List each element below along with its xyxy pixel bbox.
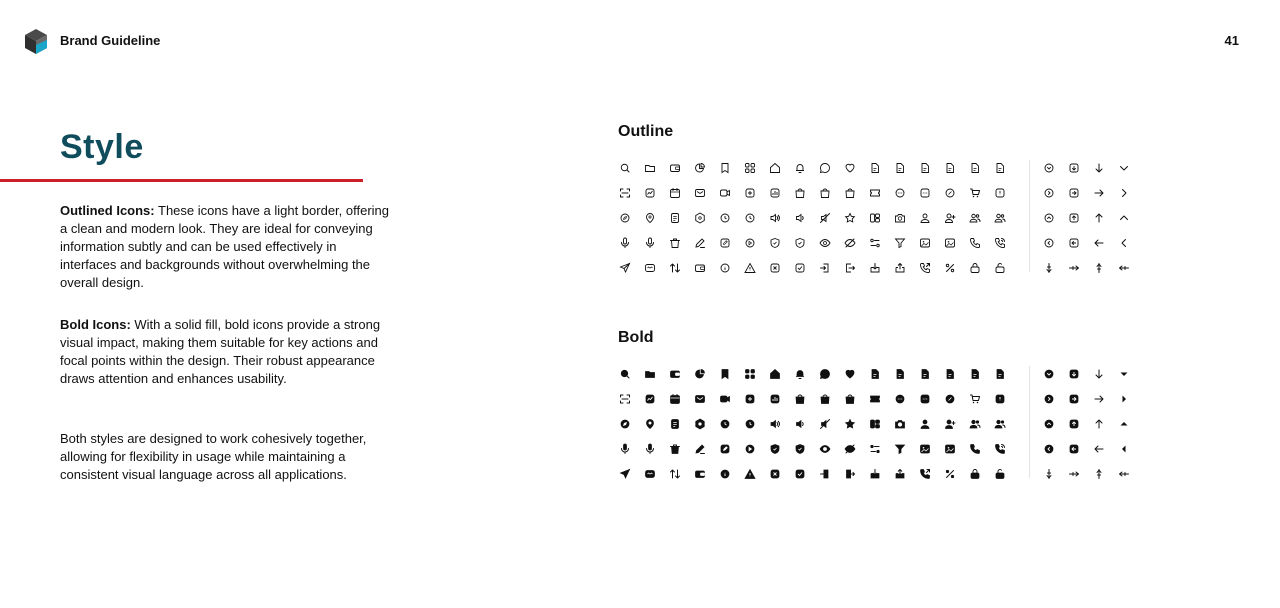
chevron-up-icon	[1111, 411, 1136, 436]
user-icon	[912, 205, 937, 230]
column-gap	[1012, 436, 1036, 461]
arrow-right-icon	[1086, 386, 1111, 411]
volume-up-icon	[762, 205, 787, 230]
outline-heading: Outline	[618, 123, 674, 140]
phone-call-icon	[987, 230, 1012, 255]
circle-chevron-left-icon	[1036, 230, 1061, 255]
download-icon	[862, 255, 887, 280]
upload-icon	[887, 255, 912, 280]
icon-row	[612, 255, 1136, 280]
divider	[1029, 366, 1030, 478]
home-icon	[762, 155, 787, 180]
volume-down-icon	[787, 205, 812, 230]
document-icon	[862, 361, 887, 386]
more-square-icon	[912, 180, 937, 205]
users-icon	[987, 205, 1012, 230]
document-icon	[887, 155, 912, 180]
wallet-icon	[662, 361, 687, 386]
grid-icon	[737, 361, 762, 386]
column-gap	[1012, 255, 1036, 280]
close-square-icon	[762, 255, 787, 280]
discount-icon	[937, 180, 962, 205]
chevron-left-icon	[1111, 230, 1136, 255]
document-icon	[937, 361, 962, 386]
ticket-icon	[862, 386, 887, 411]
filter-icon	[862, 436, 887, 461]
icon-row	[612, 361, 1136, 386]
alert-square-icon	[987, 180, 1012, 205]
ticket-icon	[862, 180, 887, 205]
discount-icon	[937, 386, 962, 411]
users-icon	[962, 205, 987, 230]
add-square-icon	[737, 386, 762, 411]
download-icon	[862, 461, 887, 486]
wallet-icon	[687, 255, 712, 280]
heart-icon	[837, 361, 862, 386]
video-icon	[712, 386, 737, 411]
calendar-icon	[662, 180, 687, 205]
add-user-icon	[937, 205, 962, 230]
chevron-left-icon	[1111, 436, 1136, 461]
chevron-up-icon	[1111, 205, 1136, 230]
scan-icon	[612, 386, 637, 411]
mail-icon	[687, 386, 712, 411]
mail-icon	[687, 180, 712, 205]
chat-icon	[812, 155, 837, 180]
outline-icon-grid	[612, 155, 1136, 280]
bag-icon	[837, 180, 862, 205]
paragraph-text: Both styles are designed to work cohesively together, allowing for flexibility in usage while maintaining a consistent visual language across all applications.	[60, 431, 367, 482]
image-icon	[937, 436, 962, 461]
home-icon	[762, 361, 787, 386]
bookmark-icon	[712, 361, 737, 386]
brand-title: Brand Guideline	[60, 33, 161, 48]
warning-icon	[737, 461, 762, 486]
funnel-icon	[887, 436, 912, 461]
microphone-icon	[612, 436, 637, 461]
column-gap	[1012, 180, 1036, 205]
phone-call-icon	[987, 436, 1012, 461]
edit-icon	[687, 436, 712, 461]
shield-icon	[787, 230, 812, 255]
wallet-icon	[687, 461, 712, 486]
document-icon	[912, 361, 937, 386]
arrow-down-small-icon	[1036, 255, 1061, 280]
icon-row	[612, 230, 1136, 255]
arrow-down-icon	[1086, 361, 1111, 386]
edit-square-icon	[712, 436, 737, 461]
paragraph-lead: Bold Icons:	[60, 317, 131, 332]
square-arrow-down-icon	[1061, 155, 1086, 180]
users-icon	[987, 411, 1012, 436]
document-icon	[937, 155, 962, 180]
tick-square-icon	[787, 461, 812, 486]
unlock-icon	[987, 255, 1012, 280]
lock-icon	[962, 461, 987, 486]
send-icon	[612, 255, 637, 280]
bold-icon-grid	[612, 361, 1136, 486]
square-arrow-up-icon	[1061, 411, 1086, 436]
list-icon	[662, 205, 687, 230]
page-title: Style	[60, 128, 144, 166]
edit-square-icon	[712, 230, 737, 255]
circle-chevron-up-icon	[1036, 205, 1061, 230]
star-icon	[837, 411, 862, 436]
clock-icon	[737, 411, 762, 436]
document-icon	[987, 155, 1012, 180]
swap-icon	[662, 461, 687, 486]
chevron-down-icon	[1111, 361, 1136, 386]
arrow-right-small-icon	[1061, 461, 1086, 486]
column-gap	[1012, 361, 1036, 386]
column-gap	[1012, 230, 1036, 255]
upload-icon	[887, 461, 912, 486]
arrow-left-icon	[1086, 230, 1111, 255]
chat-icon	[812, 361, 837, 386]
cart-icon	[962, 180, 987, 205]
document-icon	[912, 155, 937, 180]
chevron-right-icon	[1111, 180, 1136, 205]
divider	[1029, 160, 1030, 272]
info-circle-icon	[712, 255, 737, 280]
heart-icon	[837, 155, 862, 180]
calendar-icon	[662, 386, 687, 411]
shield-icon	[762, 230, 787, 255]
location-icon	[637, 205, 662, 230]
square-arrow-left-icon	[1061, 436, 1086, 461]
both-styles-paragraph	[60, 430, 390, 484]
microphone-icon	[612, 230, 637, 255]
add-user-icon	[937, 411, 962, 436]
swap-icon	[662, 255, 687, 280]
unlock-icon	[987, 461, 1012, 486]
document-icon	[962, 361, 987, 386]
icon-row	[612, 205, 1136, 230]
arrow-left-small-icon	[1111, 255, 1136, 280]
arrow-down-icon	[1086, 155, 1111, 180]
search-icon	[612, 361, 637, 386]
bold-icons-paragraph	[60, 316, 390, 388]
icon-row	[612, 180, 1136, 205]
icon-row	[612, 461, 1136, 486]
square-arrow-left-icon	[1061, 230, 1086, 255]
folder-icon	[637, 155, 662, 180]
document-icon	[887, 361, 912, 386]
category-icon	[862, 205, 887, 230]
bold-heading: Bold	[618, 329, 654, 346]
paragraph-text: With a solid fill, bold icons provide a strong visual impact, making them suitable for key actions and focal points within the design. Their robust appearance draws attention and enhances usability.	[60, 317, 381, 386]
bag-icon	[837, 386, 862, 411]
send-icon	[612, 461, 637, 486]
microphone-icon	[637, 436, 662, 461]
trash-icon	[662, 436, 687, 461]
list-icon	[662, 411, 687, 436]
square-arrow-right-icon	[1061, 386, 1086, 411]
eye-icon	[812, 436, 837, 461]
pie-chart-icon	[687, 155, 712, 180]
location-icon	[637, 411, 662, 436]
users-icon	[962, 411, 987, 436]
edit-icon	[687, 230, 712, 255]
chevron-down-icon	[1111, 155, 1136, 180]
volume-down-icon	[787, 411, 812, 436]
clock-icon	[737, 205, 762, 230]
percent-icon	[937, 255, 962, 280]
document-icon	[962, 155, 987, 180]
bag-icon	[812, 180, 837, 205]
logout-icon	[837, 255, 862, 280]
circle-chevron-left-icon	[1036, 436, 1061, 461]
icon-row	[612, 386, 1136, 411]
column-gap	[1012, 411, 1036, 436]
shield-icon	[762, 436, 787, 461]
image-icon	[912, 436, 937, 461]
arrow-left-small-icon	[1111, 461, 1136, 486]
circle-chevron-right-icon	[1036, 180, 1061, 205]
column-gap	[1012, 205, 1036, 230]
chart-icon	[637, 180, 662, 205]
arrow-up-icon	[1086, 205, 1111, 230]
scan-icon	[612, 180, 637, 205]
title-underline	[0, 179, 363, 182]
play-icon	[737, 436, 762, 461]
bag-icon	[812, 386, 837, 411]
message-icon	[637, 461, 662, 486]
clock-icon	[712, 205, 737, 230]
funnel-icon	[887, 230, 912, 255]
compass-icon	[612, 205, 637, 230]
chevron-right-icon	[1111, 386, 1136, 411]
icon-row	[612, 155, 1136, 180]
category-icon	[862, 411, 887, 436]
phone-icon	[962, 436, 987, 461]
star-icon	[837, 205, 862, 230]
arrow-up-small-icon	[1086, 461, 1111, 486]
close-square-icon	[762, 461, 787, 486]
column-gap	[1012, 155, 1036, 180]
more-square-icon	[912, 386, 937, 411]
shield-icon	[787, 436, 812, 461]
icon-row	[612, 436, 1136, 461]
filter-icon	[862, 230, 887, 255]
settings-icon	[687, 205, 712, 230]
document-icon	[862, 155, 887, 180]
hide-icon	[837, 436, 862, 461]
arrow-up-icon	[1086, 411, 1111, 436]
chart-icon	[637, 386, 662, 411]
bar-chart-icon	[762, 180, 787, 205]
column-gap	[1012, 386, 1036, 411]
bag-icon	[787, 180, 812, 205]
phone-icon	[962, 230, 987, 255]
arrow-left-icon	[1086, 436, 1111, 461]
column-gap	[1012, 461, 1036, 486]
folder-icon	[637, 361, 662, 386]
video-icon	[712, 180, 737, 205]
arrow-right-icon	[1086, 180, 1111, 205]
camera-icon	[887, 411, 912, 436]
grid-icon	[737, 155, 762, 180]
square-arrow-right-icon	[1061, 180, 1086, 205]
pie-chart-icon	[687, 361, 712, 386]
trash-icon	[662, 230, 687, 255]
brand-logo	[24, 29, 48, 55]
document-icon	[987, 361, 1012, 386]
more-circle-icon	[887, 180, 912, 205]
bookmark-icon	[712, 155, 737, 180]
circle-chevron-down-icon	[1036, 361, 1061, 386]
warning-icon	[737, 255, 762, 280]
arrow-down-small-icon	[1036, 461, 1061, 486]
tick-square-icon	[787, 255, 812, 280]
compass-icon	[612, 411, 637, 436]
info-circle-icon	[712, 461, 737, 486]
arrow-up-small-icon	[1086, 255, 1111, 280]
percent-icon	[937, 461, 962, 486]
lock-icon	[962, 255, 987, 280]
arrow-right-small-icon	[1061, 255, 1086, 280]
bell-icon	[787, 155, 812, 180]
clock-icon	[712, 411, 737, 436]
square-arrow-down-icon	[1061, 361, 1086, 386]
search-icon	[612, 155, 637, 180]
logout-icon	[837, 461, 862, 486]
icon-row	[612, 411, 1136, 436]
circle-chevron-down-icon	[1036, 155, 1061, 180]
settings-icon	[687, 411, 712, 436]
paragraph-text: These icons have a light border, offering a clean and modern look. They are ideal for conveying information subtly and can be used effectively in interfaces and backgrounds without overwhelming the overall design.	[60, 203, 390, 290]
login-icon	[812, 461, 837, 486]
user-icon	[912, 411, 937, 436]
calling-icon	[912, 255, 937, 280]
add-square-icon	[737, 180, 762, 205]
bag-icon	[787, 386, 812, 411]
alert-square-icon	[987, 386, 1012, 411]
outlined-icons-paragraph	[60, 202, 390, 292]
circle-chevron-up-icon	[1036, 411, 1061, 436]
message-icon	[637, 255, 662, 280]
image-icon	[912, 230, 937, 255]
camera-icon	[887, 205, 912, 230]
wallet-icon	[662, 155, 687, 180]
calling-icon	[912, 461, 937, 486]
mute-icon	[812, 205, 837, 230]
bar-chart-icon	[762, 386, 787, 411]
paragraph-lead: Outlined Icons:	[60, 203, 155, 218]
image-icon	[937, 230, 962, 255]
circle-chevron-right-icon	[1036, 386, 1061, 411]
hide-icon	[837, 230, 862, 255]
more-circle-icon	[887, 386, 912, 411]
mute-icon	[812, 411, 837, 436]
login-icon	[812, 255, 837, 280]
bell-icon	[787, 361, 812, 386]
microphone-icon	[637, 230, 662, 255]
play-icon	[737, 230, 762, 255]
cart-icon	[962, 386, 987, 411]
eye-icon	[812, 230, 837, 255]
square-arrow-up-icon	[1061, 205, 1086, 230]
volume-up-icon	[762, 411, 787, 436]
page-number: 41	[1224, 33, 1239, 48]
